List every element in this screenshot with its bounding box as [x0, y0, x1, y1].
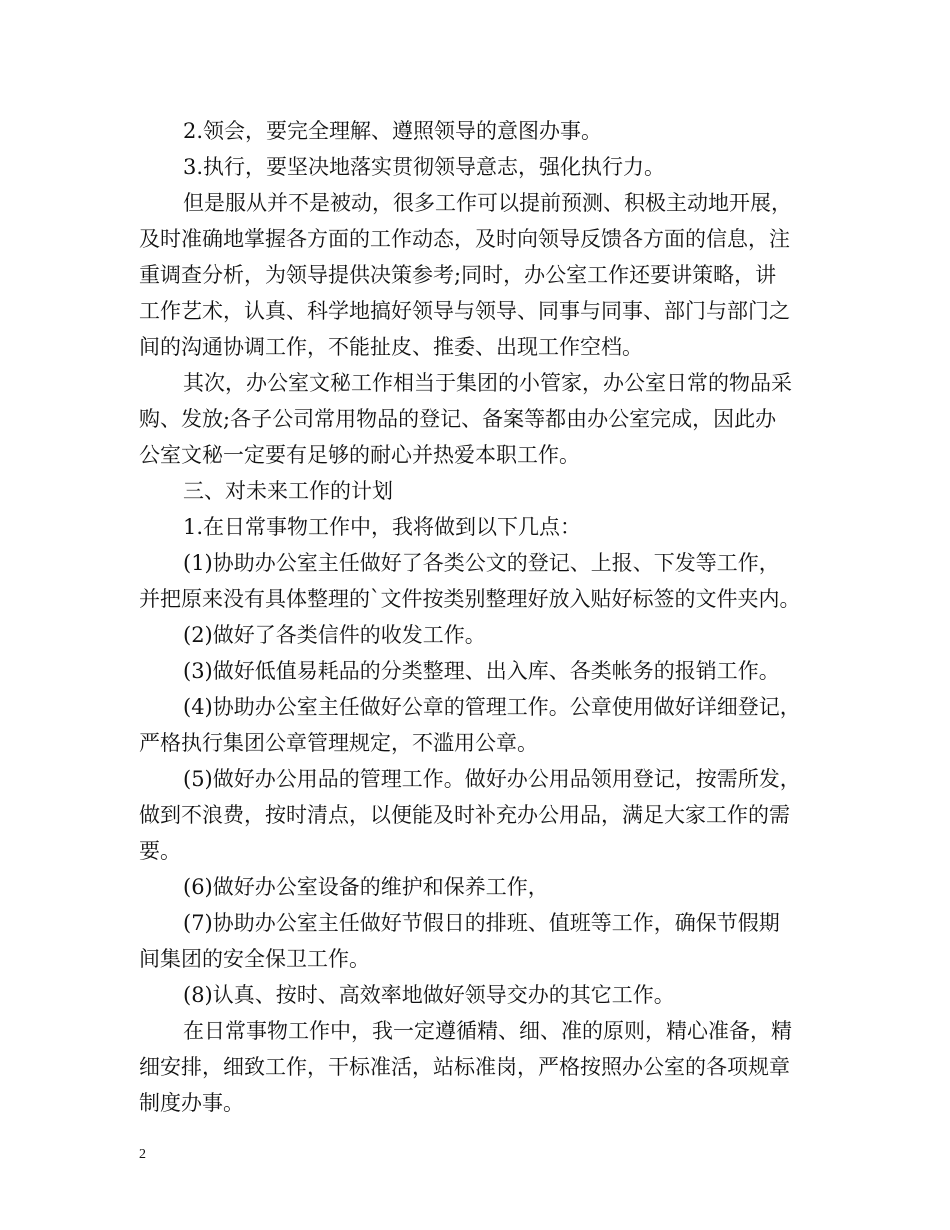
paragraph-line: 但是服从并不是被动，很多工作可以提前预测、积极主动地开展，	[183, 191, 792, 215]
list-item-line: (2)做好了各类信件的收发工作。	[183, 623, 486, 647]
list-item-line: 做到不浪费，按时清点，以便能及时补充办公用品，满足大家工作的需	[139, 803, 790, 827]
paragraph-line: 公室文秘一定要有足够的耐心并热爱本职工作。	[139, 443, 580, 467]
list-item-line: (8)认真、按时、高效率地做好领导交办的其它工作。	[183, 983, 675, 1007]
text-line: 3.执行，要坚决地落实贯彻领导意志，强化执行力。	[183, 155, 666, 179]
list-item-line: (4)协助办公室主任做好公章的管理工作。公章使用做好详细登记，	[183, 695, 801, 719]
paragraph-line: 其次，办公室文秘工作相当于集团的小管家，办公室日常的物品采	[183, 371, 792, 395]
list-item-line: 要。	[139, 839, 181, 863]
list-item-line: (3)做好低值易耗品的分类整理、出入库、各类帐务的报销工作。	[183, 659, 780, 683]
paragraph-line: 间的沟通协调工作，不能扯皮、推委、出现工作空档。	[139, 335, 643, 359]
paragraph-line: 及时准确地掌握各方面的工作动态，及时向领导反馈各方面的信息，注	[139, 227, 790, 251]
list-item-line: 并把原来没有具体整理的`文件按类别整理好放入贴好标签的文件夹内。	[139, 587, 801, 611]
list-item-line: 严格执行集团公章管理规定，不滥用公章。	[139, 731, 538, 755]
paragraph-line: 细安排，细致工作，干标准活，站标准岗，严格按照办公室的各项规章	[139, 1055, 790, 1079]
paragraph-line: 购、发放;各子公司常用物品的登记、备案等都由办公室完成，因此办	[139, 407, 777, 431]
paragraph-line: 工作艺术，认真、科学地搞好领导与领导、同事与同事、部门与部门之	[139, 299, 790, 323]
list-item-line: (5)做好办公用品的管理工作。做好办公用品领用登记，按需所发，	[183, 767, 801, 791]
list-item-line: (7)协助办公室主任做好节假日的排班、值班等工作，确保节假期	[183, 911, 780, 935]
list-item-line: (1)协助办公室主任做好了各类公文的登记、上报、下发等工作，	[183, 551, 780, 575]
list-item-line: 间集团的安全保卫工作。	[139, 947, 370, 971]
page-number: 2	[139, 1147, 146, 1162]
paragraph-line: 制度办事。	[139, 1091, 244, 1115]
list-item-line: (6)做好办公室设备的维护和保养工作，	[183, 875, 549, 899]
paragraph-line: 重调查分析，为领导提供决策参考;同时，办公室工作还要讲策略，讲	[139, 263, 777, 287]
list-heading: 1.在日常事物工作中，我将做到以下几点：	[183, 515, 582, 539]
text-line: 2.领会，要完全理解、遵照领导的意图办事。	[183, 119, 603, 143]
section-heading: 三、对未来工作的计划	[183, 479, 393, 503]
paragraph-line: 在日常事物工作中，我一定遵循精、细、准的原则，精心准备，精	[183, 1019, 792, 1043]
